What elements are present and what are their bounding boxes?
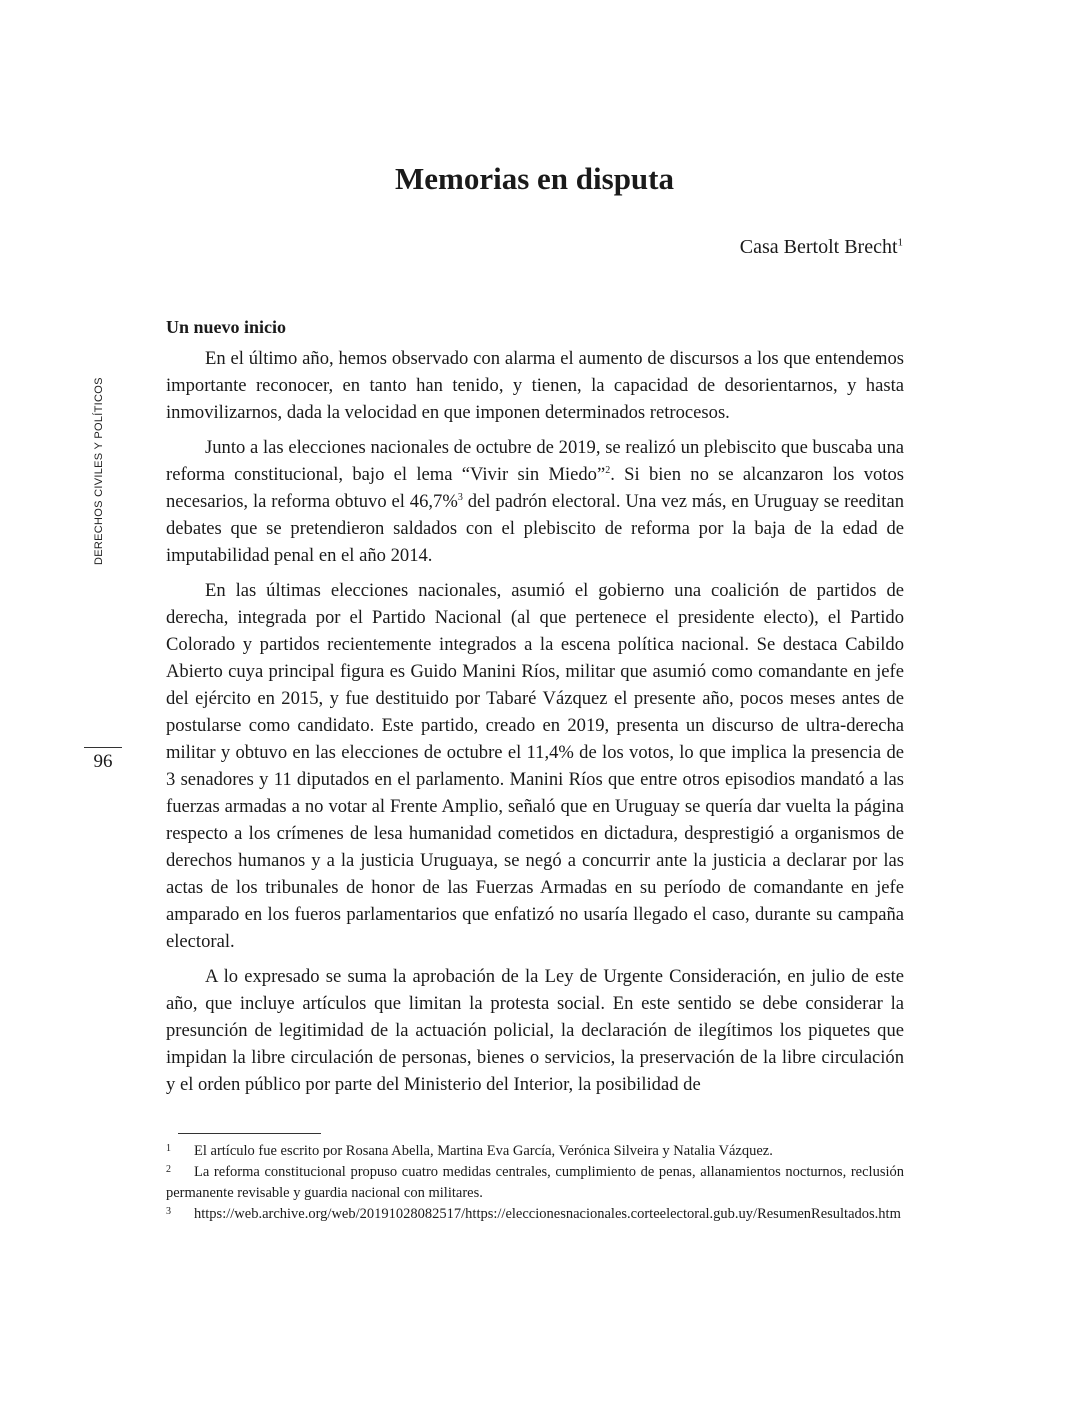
footnotes <box>166 1141 904 1225</box>
author-name: Casa Bertolt Brecht <box>739 236 898 258</box>
page-title: Memorias en disputa <box>395 161 674 196</box>
footnote-2 <box>166 1162 904 1204</box>
footnote-separator <box>178 1133 321 1134</box>
paragraph-1: En el último año, hemos observado con alarma el aumento de discursos a los que entendemos importante reconocer, en tanto han tenido, y tienen, la capacidad de desorientarnos, y hasta inmovilizarnos, dada la velocidad en que imponen determinados retrocesos. <box>166 348 904 423</box>
footnote-number: 1 <box>166 1143 171 1154</box>
footnote-text: La reforma constitucional propuso cuatro medidas centrales, cumplimiento de penas, allanamientos nocturnos, reclusión permanente revisable y guardia nacional con militares. <box>166 1164 904 1201</box>
page-number-rule <box>84 747 122 748</box>
article-body <box>166 314 904 1106</box>
paragraph-3: En las últimas elecciones nacionales, asumió el gobierno una coalición de partidos de derecha, integrada por el Partido Nacional (al que pertenece el presidente electo), el Partido Colorado y partidos recientemente integrados a la escena política nacional. Se destaca Cabildo Abierto cuya principal figura es Guido Manini Ríos, militar que asumió como comandante en jefe del ejército en 2015, y fue destituido por Tabaré Vázquez el presente año, pocos meses antes de postularse como candidato. Este partido, creado en 2019, presenta un discurso de ultra-derecha militar y obtuvo en las elecciones de octubre el 11,4% de los votos, lo que implica la presencia de 3 senadores y 11 diputados en el parlamento. Manini Ríos que entre otros episodios mandató a las fuerzas armadas a no votar al Frente Amplio, señaló que en Uruguay se quería dar vuelta la página respecto a los crímenes de lesa humanidad cometidos en dictadura, desprestigió a organismos de derechos humanos y a la justicia Uruguaya, se negó a concurrir ante la justicia a declarar por las actas de los tribunales de honor de las Fuerzas Armadas en su período de comandante en jefe amparado en los fueros parlamentarios que enfatizó no usaría llegado el caso, durante su campaña electoral. <box>166 580 904 952</box>
footnote-ref-2[interactable]: 2 <box>605 464 611 476</box>
footnote-number: 2 <box>166 1164 171 1175</box>
footnote-3 <box>166 1204 904 1225</box>
footnote-ref-3[interactable]: 3 <box>457 491 463 503</box>
footnote-url-link[interactable]: https://web.archive.org/web/20191028082517/https://eleccionesnacionales.corteelectoral.gub.uy/ResumenResultados.htm <box>194 1206 901 1222</box>
section-side-label: DERECHOS CIVILES Y POLÍTICOS <box>93 377 105 565</box>
paragraph-2-text-c: del padrón electoral. Una vez más, en Uruguay se reeditan debates que se pretendieron saldados con el plebiscito de reforma por la baja de la edad de imputabilidad penal en el año 2014. <box>166 491 904 566</box>
section-heading: Un nuevo inicio <box>166 317 287 337</box>
author-line <box>740 235 903 259</box>
paragraph-2-text-a: Junto a las elecciones nacionales de octubre de 2019, se realizó un plebiscito que buscaba una reforma constitucional, bajo el lema “Vivir sin Miedo” <box>166 437 904 485</box>
paragraph-4: A lo expresado se suma la aprobación de la Ley de Urgente Consideración, en julio de este año, que incluye artículos que limitan la protesta social. En este sentido se debe considerar la presunción de legitimidad de la actuación policial, la declaración de ilegítimos los piquetes que impidan la libre circulación de personas, bienes o servicios, la preservación de la libre circulación y el orden público por parte del Ministerio del Interior, la posibilidad de <box>166 966 904 1095</box>
footnote-number: 3 <box>166 1206 171 1217</box>
footnote-1 <box>166 1141 904 1162</box>
paragraph-2-text-b: . Si bien no se alcanzaron los votos necesarios, la reforma obtuvo el 46,7% <box>166 464 904 512</box>
paragraph-2 <box>166 434 904 569</box>
page-number: 96 <box>93 751 113 772</box>
author-footnote-ref[interactable]: 1 <box>897 236 903 249</box>
footnote-text: El artículo fue escrito por Rosana Abella, Martina Eva García, Verónica Silveira y Natalia Vázquez. <box>194 1143 773 1159</box>
